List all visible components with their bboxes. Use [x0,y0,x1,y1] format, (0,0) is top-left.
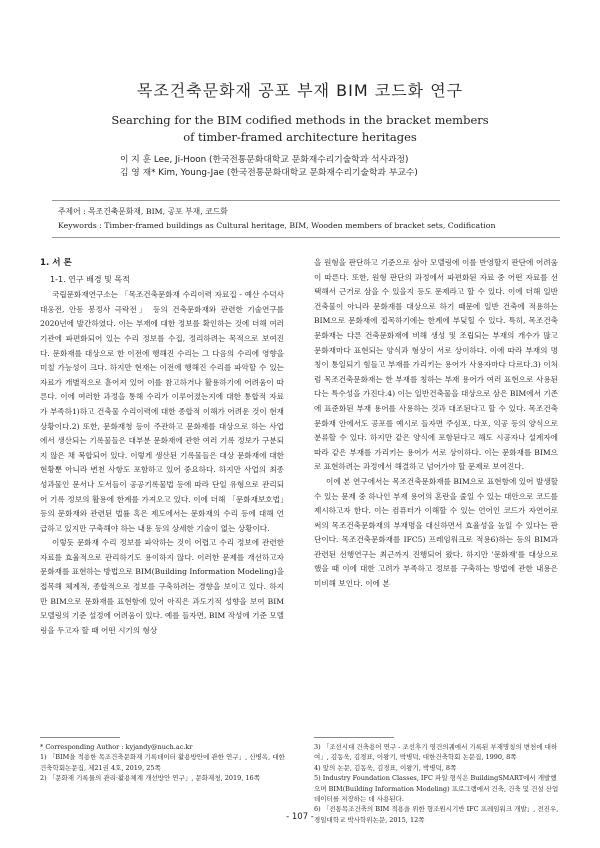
right-column [314,256,558,592]
body-paragraph: 국립문화재연구소는 「목조건축문화재 수리이력 자료집 - 예산 수덕사 대웅전, 안동 봉정사 극락전」 등의 건축문화재와 관련한 기술연구를 2020년에 발간하였다. 이는 부재에 대한 정보를 확인하는 것에 더해 여러 기관에 파편화되어 있는 수리 정보를 수집, 정리하려는 목적으로 보여진다. 문화재를 대상으로 한 이전에 행해진 수리는 그 다음의 수리에 영향을 미칠 가능성이 크다. 하지만 현재는 이전에 행해진 수리를 파악할 수 있는 자료가 개별적으로 흩어져 있어 이를 참고하거나 활용하기에 어려움이 따른다. 이에 여러한 과정을 통해 수리가 이루어졌는지에 대한 통합적 자료가 부족하1)하고 건축물 수리이력에 대한 종합적 이해가 어려운 것이 현재 상황이다.2) 또한, 문화재청 등이 주관하고 문화재를 대상으로 하는 사업에서 생산되는 기록물들은 대부분 문화재에 관한 여러 기록 정보가 구분되지 않은 채 복합되어 있다. 이렇게 생산된 기록물들은 대상 문화재에 대한 현황뿐 아니라 변천 사항도 포함하고 있어 중요하다. 하지만 사업의 최종 성과물인 문서나 도서들이 공공기록물법 등에 따라 단일 유형으로 관리되어 기록 정보의 활용에 한계를 가져오고 있다. 이에 더해 「문화재보호법」등의 문화재와 관련된 법률 혹은 제도에서는 문화재의 수리 등에 대해 언급하고 있지만 구축해야 하는 내용 등의 상세한 기술이 없는 상황이다. [40,290,284,533]
title-en-line-1: Searching for the BIM codified methods in the bracket members [111,113,489,127]
footnote: 2) 「문화재 기록물의 관리·활용체계 개선방안 연구」, 문화재청, 2019, 16쪽 [40,774,260,783]
section-heading: 1. 서 론 [40,258,72,268]
author-2: 김 영 재* Kim, Young-Jae (한국전통문화대학교 문화재수리기술학과 부교수) [120,168,418,178]
keywords-english: Keywords : Timber-framed buildings as Cultural heritage, BIM, Wooden members of bracket sets, Codification [58,221,496,230]
paper-title-english [0,112,600,146]
footnote-rule-left [40,737,120,738]
footnote: 5) Industry Foundation Classes, IFC 파일 형식은 BuildingSMART에서 개발했으며 BIM(Building Information Modeling) 프로그램에서 건축, 건축 및 건설 산업 데이터를 저장하는 데 사용된다. [314,774,559,804]
left-column [40,256,284,638]
keywords-korean: 주제어 : 목조건축문화재, BIM, 공포 부재, 코드화 [58,207,228,216]
body-paragraph: 이에 본 연구에서는 목조건축문화재를 BIM으로 표현함에 있어 발생할 수 있는 문제 중 하나인 부재 용어의 혼란을 줄일 수 있는 대안으로 코드를 제시하고자 한다. 이는 컴퓨터가 이해할 수 있는 언어인 코드가 자연어로써의 목조건축문화재의 부재명을 대신하면서 효율성을 높일 수 있다는 판단이다. 목조건축문화재를 IFC5) 프레임워크로 적용6)하는 등의 BIM과 관련된 선행연구는 최근까지 진행되어 왔다. 하지만 '문화재'를 대상으로 했을 때 이에 대한 고려가 부족하고 정보를 구축하는 방법에 관한 내용은 미비해 보인다. 이에 본 [314,476,558,589]
footnote-rule-right [314,737,394,738]
author-1: 이 지 훈 Lee, Ji-Hoon (한국전통문화대학교 문화재수리기술학과 석사과정) [120,155,409,165]
subsection-heading: 1-1. 연구 배경 및 목적 [50,274,130,284]
body-paragraph: 이렇듯 문화재 수리 정보를 파악하는 것이 어렵고 수리 정보에 관련한 자료를 효율적으로 관리하기도 용이하지 않다. 이러한 문제를 개선하고자 문화재를 표현하는 방법으로 BIM(Building Information Modeling)을 접목해 체계적, 종합적으로 정보를 구축하려는 경향을 보이고 있다. 하지만 BIM으로 문화재를 표현함에 있어 아직은 과도기적 성향을 보여 BIM 모델링의 기준 설정에 어려움이 있다. 예를 들자면, BIM 작성에 기준 모델링을 두고자 할 때 어떤 시기의 형상 [40,538,284,635]
body-paragraph: 을 원형을 판단하고 기준으로 삼아 모델링에 이를 반영할지 판단에 어려움이 따른다. 또한, 원형 판단의 과정에서 파편화된 자료 중 어떤 자료를 선택해서 근거로 삼을 수 있을지 등도 문제라고 할 수 있다. 이에 더해 일반건축물이 아니라 문화재를 대상으로 하기 때문에 일반 건축에 적용하는 BIM으로 문화재에 접목하기에는 한계에 부딪힐 수 있다. 특히, 목조건축문화재는 다른 건축문화재에 비해 생성 및 조립되는 부재의 개수가 많고 문화재마다 표현되는 양식과 형상이 서로 상이하다. 이에 따라 부재의 명칭이 통일되기 힘들고 부재를 가리키는 용어가 사용자마다 다르다.3) 이처럼 목조건축문화재는 한 부재를 칭하는 부재 용어가 여러 표현으로 사용된다는 특수성을 가진다.4) 이는 일반건축물을 대상으로 삼은 BIM에서 기존에 표준화된 부재 용어를 사용하는 것과 대조된다고 할 수 있다. 목조건축문화재 안에서도 공포를 예시로 들자면 주심포, 다포, 익공 등의 양식으로 분류할 수 있다. 하지만 같은 양식에 포함된다고 해도 시공자나 설계자에 따라 같은 부재를 가리키는 용어가 서로 상이하다. 이는 문화재를 BIM으로 표현하려는 과정에서 해결하고 넘어가야 할 문제로 보여진다. [314,258,558,472]
author-list [120,154,418,180]
footnote: 4) 앞의 논문, 김동욱, 김경표, 이왕기, 박병덕, 8쪽 [314,763,457,772]
paper-title-korean: 목조건축문화재 공포 부재 BIM 코드화 연구 [136,81,464,100]
footnote: * Corresponding Author : kyjandy@nuch.ac.kr [40,743,193,751]
footnotes-left [40,742,288,784]
title-en-line-2: of timber-framed architecture heritages [183,130,417,144]
footnote: 3) 「조선시대 건축용어 연구 - 조선후기 영건의궤에서 기록된 부재명칭의 변천에 대하여」, 김동욱, 김경표, 이왕기, 박병덕, 대한건축학회 논문집, 1990, 8쪽 [314,743,558,762]
footnote: 1) 「BIM을 적용한 목조건축문화재 기록데이터 활용방안에 관한 연구」, 신병옥, 대한건축학회논문집, 제21권 4호, 2019, 25쪽 [40,753,285,772]
footnote: 6) 「전통목조건축의 BIM 적용을 위한 형조원시기반 IFC 프레임워크 개발」, 전진우, 경일대학교 박사학위논문, 2015, 12쪽 [314,805,559,824]
page-number: - 107 - [286,812,314,822]
